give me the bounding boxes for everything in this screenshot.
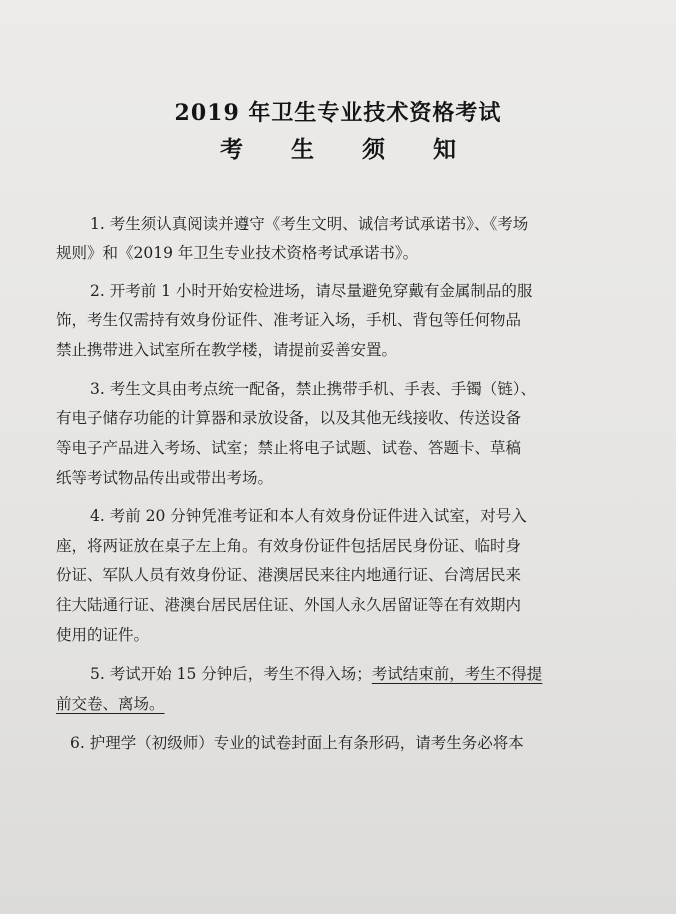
rule-5-line-1 [90,662,542,684]
rule-4-line-4: 往大陆通行证、港澳台居民居住证、外国人永久居留证等在有效期内 [56,596,522,614]
rule-5-line-2: 前交卷、离场。 [56,695,165,713]
document-subtitle: 考 生 须 知 [219,136,477,163]
rule-4-line-5: 使用的证件。 [56,626,150,644]
rule-4-line-2: 座，将两证放在桌子左上角。有效身份证件包括居民身份证、临时身 [56,537,522,555]
document-title: 2019 年卫生专业技术资格考试 [174,100,502,126]
rule-6-line-1: 6. 护理学（初级师）专业的试卷封面上有条形码，请考生务必将本 [70,734,524,752]
rule-4-line-3: 份证、军队人员有效身份证、港澳居民来往内地通行证、台湾居民来 [56,566,522,584]
rule-3-line-1: 3. 考生文具由考点统一配备，禁止携带手机、手表、手镯（链）、 [90,380,536,398]
rule-3-line-4: 纸等考试物品传出或带出考场。 [56,469,274,487]
rule-2-line-1: 2. 开考前 1 小时开始安检进场，请尽量避免穿戴有金属制品的服 [90,282,533,300]
rule-2-line-2: 饰，考生仅需持有效身份证件、准考证入场，手机、背包等任何物品 [56,311,522,329]
rule-4-line-1: 4. 考前 20 分钟凭准考证和本人有效身份证件进入试室，对号入 [90,507,527,525]
rule-3-line-3: 等电子产品进入考场、试室；禁止将电子试题、试卷、答题卡、草稿 [56,439,522,457]
rule-5-underlined-text: 考试结束前，考生不得提 [371,665,543,683]
rule-1-line-2: 规则》和《2019 年卫生专业技术资格考试承诺书》。 [56,244,419,262]
rule-2-line-3: 禁止携带进入试室所在教学楼，请提前妥善安置。 [56,341,398,359]
rule-5-text: 5. 考试开始 15 分钟后，考生不得入场； [90,665,372,683]
rule-3-line-2: 有电子储存功能的计算器和录放设备，以及其他无线接收、传送设备 [56,409,522,427]
rule-1-line-1: 1. 考生须认真阅读并遵守《考生文明、诚信考试承诺书》、《考场 [90,215,529,233]
